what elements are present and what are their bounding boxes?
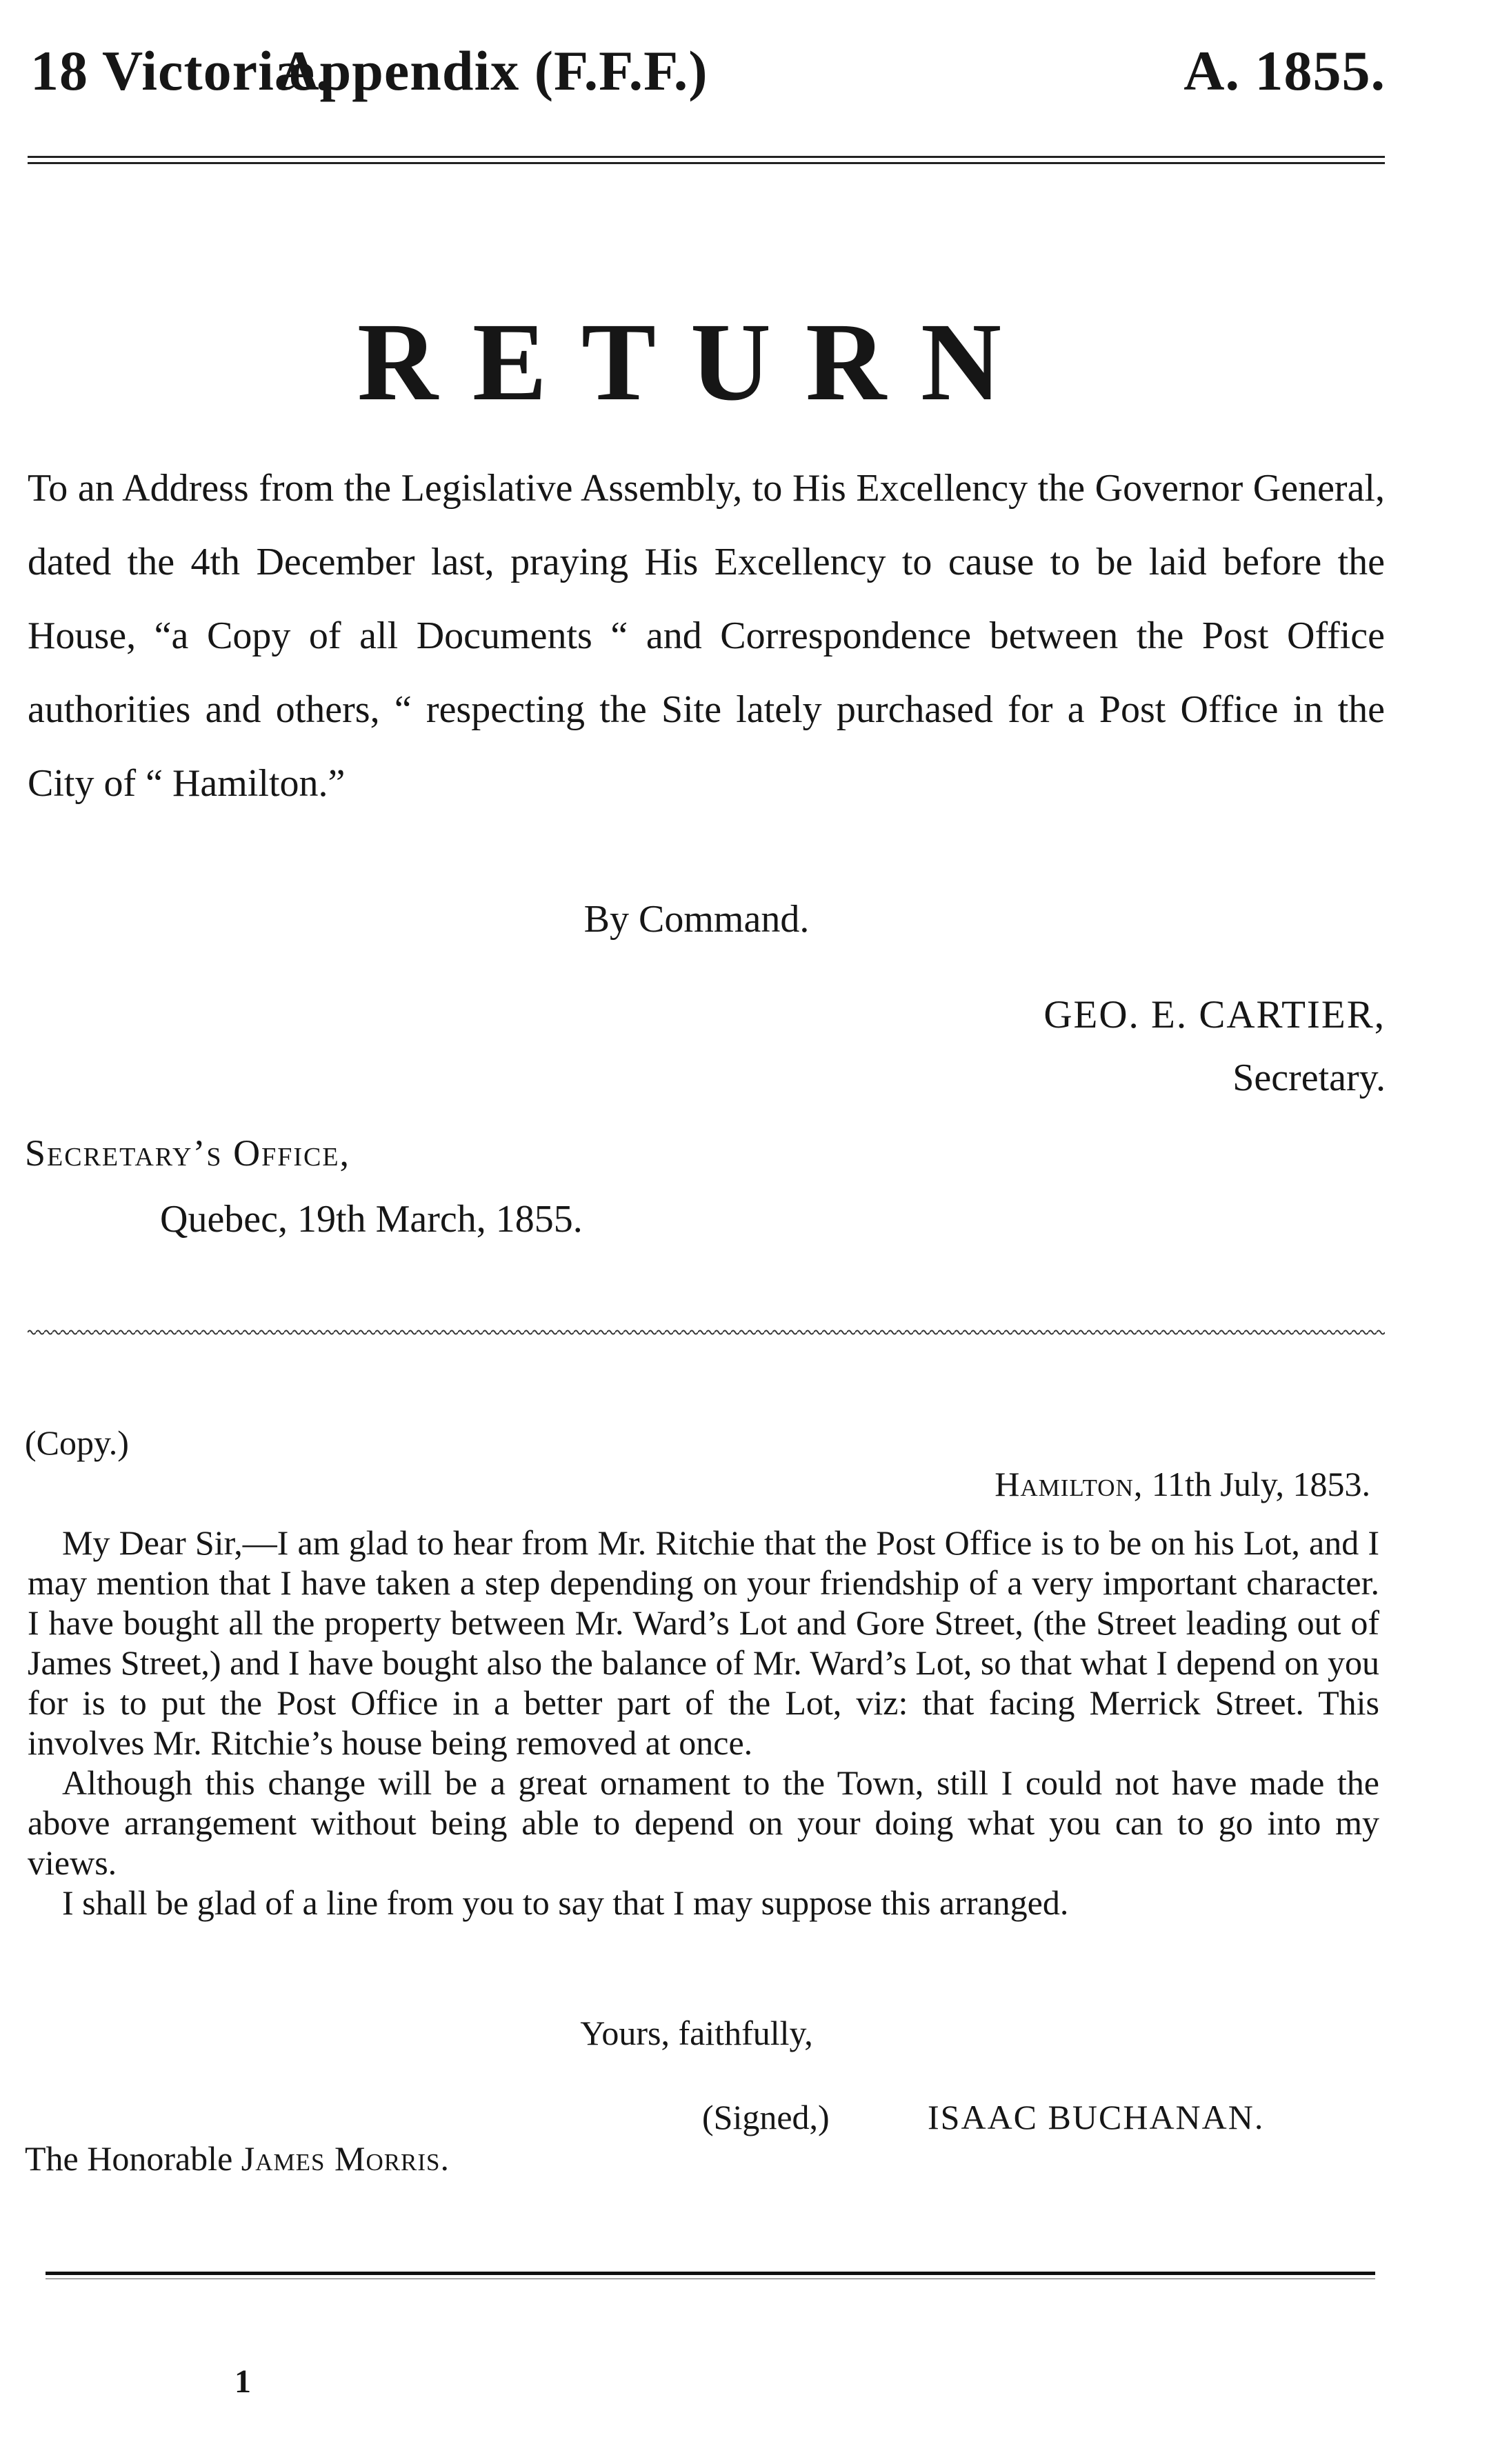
letter-date-place: Hamilton,	[995, 1465, 1143, 1503]
letter-closing: Yours, faithfully,	[580, 2014, 813, 2052]
footer-rule	[46, 2272, 1375, 2279]
signer-title: Secretary.	[1232, 1056, 1386, 1099]
letter-addressee	[25, 2138, 450, 2179]
document-title: RETURN	[357, 301, 1037, 424]
letter-body	[28, 1523, 1379, 1923]
letter-signer: ISAAC BUCHANAN.	[928, 2098, 1265, 2136]
address-paragraph: To an Address from the Legislative Assembly, to His Excellency the Governor General, dated the 4th December last, praying His Excellency to cause to be laid before the House, “a Copy of all Documents “ and Correspondence between the Post Office authorities and others, “ respecting the Site lately purchased for a Post Office in the City of “ Hamilton.”	[28, 467, 1385, 805]
letter-dateline	[995, 1463, 1370, 1505]
letter-paragraph: Although this change will be a great ornament to the Town, still I could not have made the above arrangement without being able to depend on your doing what you can to go into my views.	[28, 1763, 1379, 1882]
running-head-appendix: Appendix (F.F.F.)	[278, 39, 708, 102]
letter-paragraph: My Dear Sir,—I am glad to hear from Mr. Ritchie that the Post Office is to be on his Lot, and I may mention that I have taken a step depending on your friendship of a very important character. I have bought all the property between Mr. Ward’s Lot and Gore Street, (the Street leading out of James Street,) and I have bought also the balance of Mr. Ward’s Lot, so that what I depend on you for is to put the Post Office in a better part of the Lot, viz: that facing Merrick Street. This involves Mr. Ritchie’s house being removed at once.	[28, 1523, 1379, 1762]
copy-mark: (Copy.)	[25, 1423, 129, 1462]
letter-paragraph: I shall be glad of a line from you to say that I may suppose this arranged.	[62, 1883, 1069, 1922]
page-number: 1	[234, 2363, 251, 2400]
wavy-divider	[28, 1328, 1385, 1337]
by-command-line: By Command.	[583, 898, 810, 941]
office-date: Quebec, 19th March, 1855.	[160, 1198, 583, 1241]
addressee-name: James Morris.	[241, 2139, 450, 2178]
addressee-prefix: The Honorable	[25, 2139, 233, 2178]
letter-date: 11th July, 1853.	[1151, 1465, 1370, 1503]
signer-name: GEO. E. CARTIER,	[1043, 993, 1386, 1036]
running-head-year: A. 1855.	[1183, 39, 1386, 102]
header-double-rule	[28, 156, 1385, 164]
signed-mark: (Signed,)	[702, 2098, 830, 2136]
running-head-session: 18 Victoriæ.	[30, 39, 331, 102]
office-name: Secretary’s Office,	[25, 1132, 351, 1174]
